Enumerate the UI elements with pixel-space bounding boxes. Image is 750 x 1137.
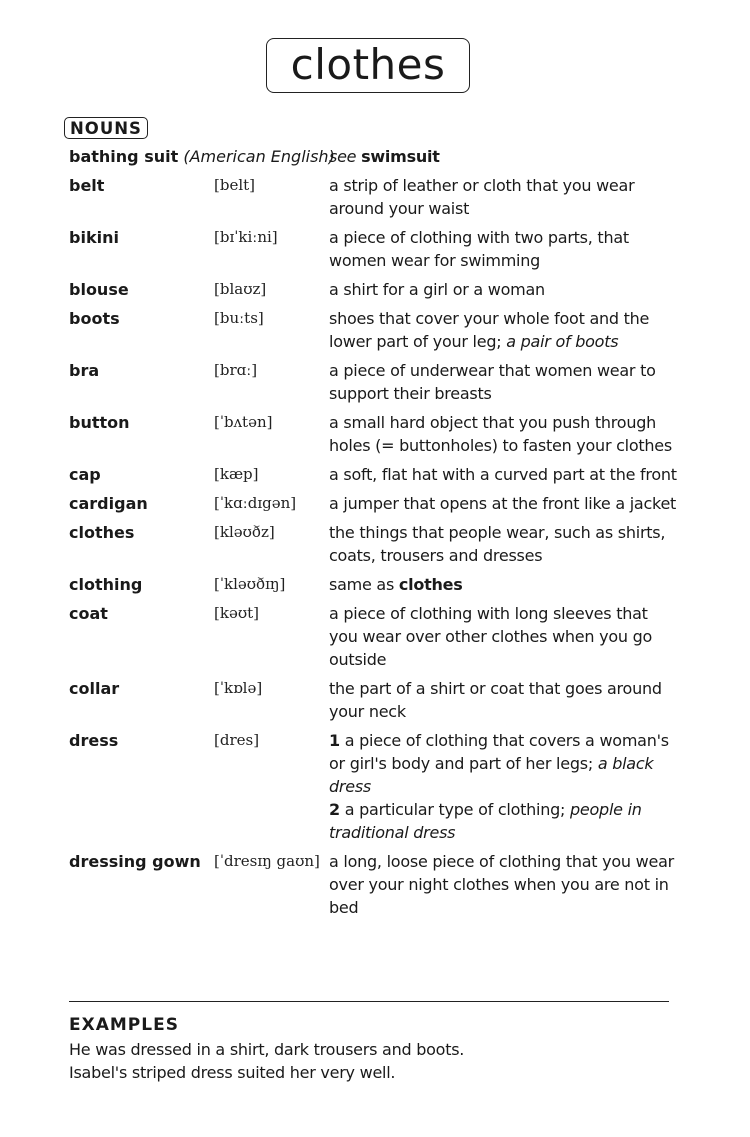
entry-dressing-gown [69, 850, 679, 919]
definition-text: same as [329, 575, 395, 594]
entry-pronunciation: [brɑː] [214, 361, 258, 379]
entry-coat [69, 602, 679, 671]
entry-pronunciation: [kəʊt] [214, 604, 259, 622]
entry-belt [69, 174, 679, 220]
examples-heading: EXAMPLES [69, 1015, 179, 1035]
entry-definition [329, 145, 679, 168]
entry-definition: a strip of leather or cloth that you wear around your waist [329, 176, 635, 218]
entry-headword: clothes [69, 523, 135, 542]
definition-text: shoes that cover your whole foot and the lower part of your leg; [329, 309, 650, 351]
entry-pronunciation: [ˈkɑːdɪgən] [214, 494, 297, 512]
entry-headword: dressing gown [69, 852, 201, 871]
entry-pronunciation: [dres] [214, 731, 260, 749]
entry-definition: a piece of clothing with long sleeves that you wear over other clothes when you go outside [329, 604, 653, 669]
entry-pronunciation: [ˈbʌtən] [214, 413, 273, 431]
entry-headword: cap [69, 465, 101, 484]
entry-definition: a jumper that opens at the front like a jacket [329, 494, 677, 513]
examples-block [69, 1038, 464, 1084]
entry-pronunciation: [belt] [214, 176, 256, 194]
usage-example: people in traditional dress [329, 800, 642, 842]
see-label: see [329, 147, 357, 166]
entry-headword: clothing [69, 575, 143, 594]
entry-definition: a long, loose piece of clothing that you wear over your night clothes when you are not in bed [329, 852, 674, 917]
entry-headword: bra [69, 361, 100, 380]
entry-blouse [69, 278, 679, 301]
entry-definition: a piece of underwear that women wear to support their breasts [329, 361, 656, 403]
sense-number: 2 [329, 800, 340, 819]
cross-reference: swimsuit [361, 147, 440, 166]
entry-headword: boots [69, 309, 120, 328]
definition-text: a piece of clothing that covers a woman's or girl's body and part of her legs; [329, 731, 669, 773]
entry-cardigan [69, 492, 679, 515]
entry-pronunciation: [bɪˈkiːni] [214, 228, 278, 246]
example-sentence: Isabel's striped dress suited her very well. [69, 1063, 396, 1082]
entry-note: (American English) [183, 147, 335, 166]
definition-text: a particular type of clothing; [344, 800, 566, 819]
entry-definition: a soft, flat hat with a curved part at the front [329, 465, 677, 484]
entry-headword: belt [69, 176, 105, 195]
entry-clothing [69, 573, 679, 596]
entry-definition: a shirt for a girl or a woman [329, 280, 545, 299]
entry-headword: button [69, 413, 130, 432]
entry-collar [69, 677, 679, 723]
usage-example: a pair of boots [506, 332, 619, 351]
entry-pronunciation: [kæp] [214, 465, 259, 483]
sense-number: 1 [329, 731, 340, 750]
usage-example: a black dress [329, 754, 654, 796]
entry-list [69, 145, 679, 919]
entry-headword: cardigan [69, 494, 148, 513]
entry-boots [69, 307, 679, 353]
entry-headword: bathing suit [69, 147, 179, 166]
title-box [266, 38, 470, 93]
entry-clothes [69, 521, 679, 567]
entry-button [69, 411, 679, 457]
entry-headword: blouse [69, 280, 129, 299]
entry-headword: coat [69, 604, 108, 623]
entry-pronunciation: [blaʊz] [214, 280, 267, 298]
entry-definition: the part of a shirt or coat that goes around your neck [329, 679, 662, 721]
entry-definition: the things that people wear, such as shirts, coats, trousers and dresses [329, 523, 666, 565]
entry-bikini [69, 226, 679, 272]
entry-definition [329, 573, 679, 596]
entry-word [69, 145, 335, 168]
divider [69, 1001, 669, 1002]
entry-bra [69, 359, 679, 405]
entry-pronunciation: [ˈdresɪŋ gaʊn] [214, 852, 320, 870]
entry-headword: bikini [69, 228, 119, 247]
entry-definition: a piece of clothing with two parts, that women wear for swimming [329, 228, 629, 270]
example-sentence: He was dressed in a shirt, dark trousers and boots. [69, 1040, 465, 1059]
entry-cap [69, 463, 679, 486]
page-title: clothes [290, 39, 446, 89]
entry-pronunciation: [ˈkləʊðɪŋ] [214, 575, 286, 593]
entry-headword: collar [69, 679, 120, 698]
entry-definition: a small hard object that you push through holes (= buttonholes) to fasten your clothes [329, 413, 672, 455]
entry-pronunciation: [kləʊðz] [214, 523, 275, 541]
section-label-nouns: NOUNS [64, 117, 148, 139]
cross-reference: clothes [398, 575, 463, 594]
entry-pronunciation: [ˈkɒlə] [214, 679, 263, 697]
entry-dress [69, 729, 679, 844]
entry-headword: dress [69, 731, 119, 750]
entry-definition [329, 307, 679, 353]
entry-bathing-suit [69, 145, 679, 168]
entry-definition [329, 729, 679, 844]
entry-pronunciation: [buːts] [214, 309, 264, 327]
